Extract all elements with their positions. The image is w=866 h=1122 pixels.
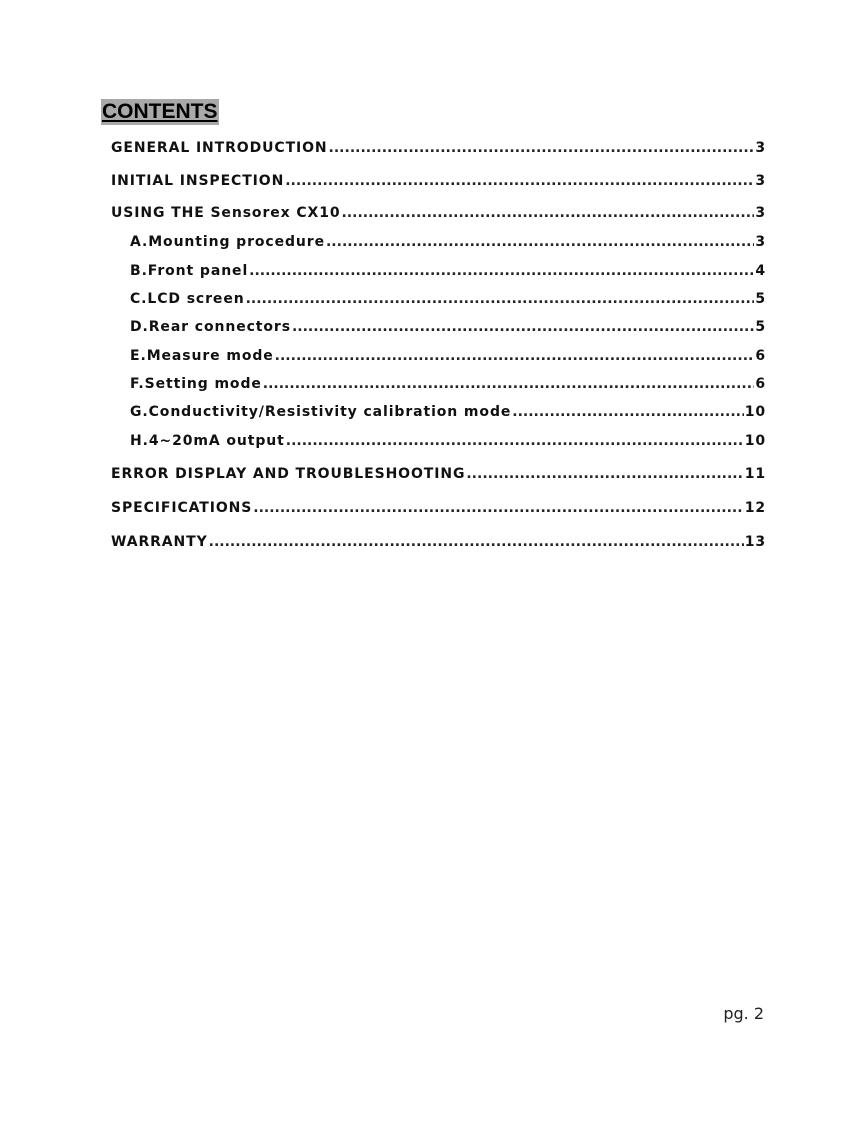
- toc-entry-title: Front panel: [147, 263, 249, 279]
- toc-leader-dots: [466, 465, 743, 483]
- toc-leader-dots: [512, 403, 743, 421]
- toc-leader-dots: [249, 262, 754, 280]
- toc-leader-dots: [329, 139, 755, 157]
- toc-page-number: 5: [755, 319, 766, 335]
- toc-entry-title: Mounting procedure: [148, 234, 325, 250]
- toc-entry-letter: A.: [130, 234, 149, 250]
- toc-page-number: 3: [755, 140, 766, 156]
- toc-page-number: 5: [755, 291, 766, 307]
- toc-entry-specifications[interactable]: [111, 499, 766, 517]
- toc-entry-title: Setting mode: [144, 376, 262, 392]
- toc-entry-letter: E.: [130, 348, 147, 364]
- toc-page-number: 6: [755, 376, 766, 392]
- toc-entry-letter: C.: [130, 291, 148, 307]
- toc-entry-letter: G.: [130, 404, 149, 420]
- toc-entry-title: GENERAL INTRODUCTION: [111, 140, 328, 156]
- toc-subentry-measure-mode[interactable]: [130, 347, 766, 365]
- toc-page-number: 3: [755, 205, 766, 221]
- toc-page-number: 13: [744, 534, 766, 550]
- toc-entry-letter: D.: [130, 319, 149, 335]
- toc-entry-title: INITIAL INSPECTION: [111, 173, 285, 189]
- toc-entry-title: Conductivity/Resistivity calibration mode: [148, 404, 512, 420]
- toc-subentry-setting-mode[interactable]: [130, 375, 766, 393]
- toc-page-number: 3: [755, 234, 766, 250]
- toc-leader-dots: [285, 172, 754, 190]
- toc-page-number: 4: [755, 263, 766, 279]
- toc-entry-title: Measure mode: [146, 348, 274, 364]
- toc-leader-dots: [263, 375, 755, 393]
- toc-leader-dots: [326, 233, 754, 251]
- toc-subentry-lcd-screen[interactable]: [130, 290, 766, 308]
- toc-entry-title: LCD screen: [147, 291, 245, 307]
- toc-page-number: 6: [755, 348, 766, 364]
- toc-page-number: 12: [744, 500, 766, 516]
- toc-leader-dots: [286, 432, 744, 450]
- toc-entry-letter: F.: [130, 376, 145, 392]
- toc-subentry-mounting-procedure[interactable]: [130, 233, 766, 251]
- toc-entry-error-display[interactable]: [111, 465, 766, 483]
- toc-page-number: 3: [755, 173, 766, 189]
- toc-subentry-calibration-mode[interactable]: [130, 403, 766, 421]
- toc-entry-warranty[interactable]: [111, 533, 766, 551]
- toc-page-number: 10: [744, 404, 766, 420]
- toc-subentry-4-20ma-output[interactable]: [130, 432, 766, 450]
- toc-entry-title: 4~20mA output: [148, 433, 285, 449]
- toc-entry-general-introduction[interactable]: [111, 139, 766, 157]
- toc-entry-title: WARRANTY: [111, 534, 208, 550]
- toc-leader-dots: [209, 533, 744, 551]
- contents-heading: CONTENTS: [102, 100, 218, 123]
- toc-entry-title: USING THE Sensorex CX10: [111, 205, 341, 221]
- page-number: pg. 2: [723, 1004, 764, 1023]
- toc-entry-title: Rear connectors: [148, 319, 291, 335]
- toc-entry-initial-inspection[interactable]: [111, 172, 766, 190]
- toc-entry-title: SPECIFICATIONS: [111, 500, 253, 516]
- toc-entry-letter: B.: [130, 263, 148, 279]
- toc-leader-dots: [275, 347, 755, 365]
- toc-subentry-rear-connectors[interactable]: [130, 318, 766, 336]
- toc-entry-letter: H.: [130, 433, 149, 449]
- toc-leader-dots: [292, 318, 754, 336]
- toc-page-number: 10: [744, 433, 766, 449]
- toc-entry-title: ERROR DISPLAY AND TROUBLESHOOTING: [111, 466, 466, 482]
- toc-leader-dots: [342, 204, 755, 222]
- toc-page-number: 11: [744, 466, 766, 482]
- toc-leader-dots: [246, 290, 755, 308]
- toc-entry-using-sensorex[interactable]: [111, 204, 766, 222]
- toc-subentry-front-panel[interactable]: [130, 262, 766, 280]
- toc-leader-dots: [253, 499, 743, 517]
